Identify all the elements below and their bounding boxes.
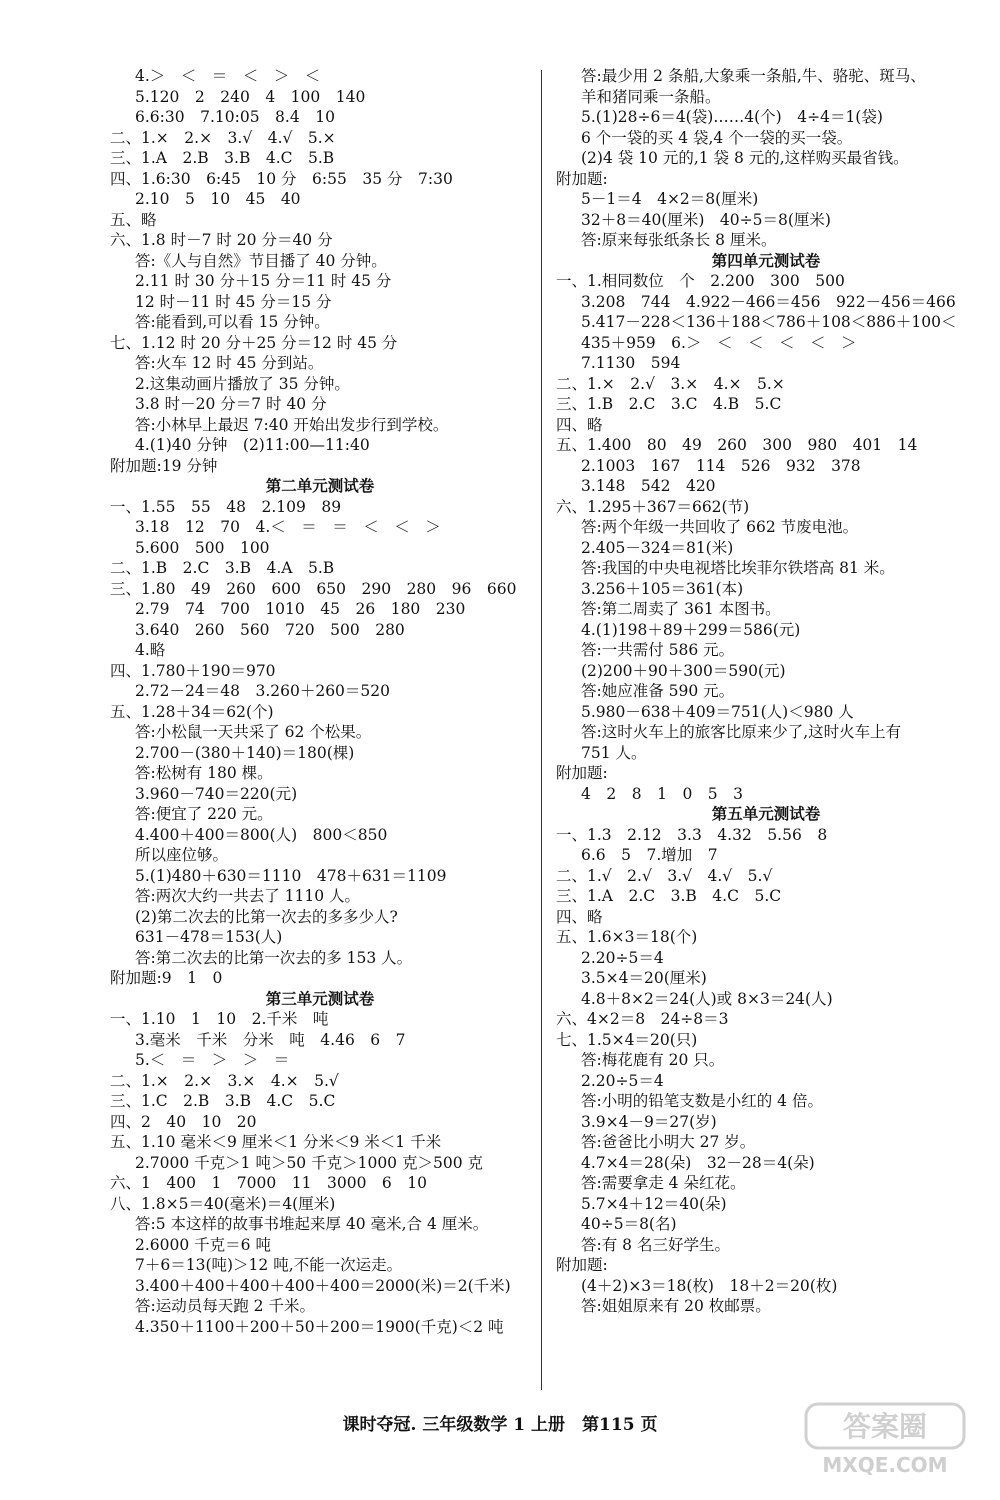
answer-line: 2.6000 千克＝6 吨 [135,1235,271,1254]
answer-line: 4.(1)198＋89＋299＝586(元) [581,620,801,639]
answer-line: 4.＞ ＜ ＝ ＜ ＞ ＜ [135,67,321,85]
answer-line: 三、1.A 2.B 3.B 4.C 5.B [110,149,335,167]
answer-line: 631－478＝153(人) [135,928,283,946]
answer-line: 答:能看到,可以看 15 分钟。 [135,313,330,331]
answer-line: 三、1.A 2.C 3.B 4.C 5.C [556,887,782,905]
answer-line: 2.1003 167 114 526 932 378 [581,456,861,475]
answer-line: 三、1.80 49 260 600 650 290 280 96 660 [110,579,517,598]
answer-line: 四、略 [556,907,603,926]
answer-line: 答:爸爸比小明大 27 岁。 [581,1133,756,1151]
answer-line: 答:松树有 180 棵。 [135,764,273,782]
page-footer: 课时夺冠. 三年级数学 1 上册 第115 页 [342,1415,658,1435]
answer-line: 4.(1)40 分钟 (2)11:00—11:40 [135,436,370,454]
answer-line: 32＋8＝40(厘米) 40÷5＝8(厘米) [581,210,831,229]
answer-line: 七、1.5×4＝20(只) [556,1030,698,1049]
answer-line: 7＋6＝13(吨)＞12 吨,不能一次运走。 [135,1256,403,1274]
answer-line: 3.400＋400＋400＋400＋400＝2000(米)＝2(千米) [135,1276,511,1295]
answer-line: 2.7000 千克＞1 吨＞50 千克＞1000 克＞500 克 [135,1153,483,1172]
answer-line: 5－1＝4 4×2＝8(厘米) [581,190,759,208]
answer-line: 答:有 8 名三好学生。 [581,1235,730,1254]
answer-line: 答:小松鼠一天共采了 62 个松果。 [135,723,372,741]
answer-line: 7.1130 594 [581,354,681,372]
answer-line: 3.9×4－9＝27(岁) [581,1112,717,1131]
answer-line: 二、1.× 2.√ 3.× 4.× 5.× [556,374,785,393]
answer-line: 二、1.B 2.C 3.B 4.A 5.B [110,559,335,577]
answer-line: 3.5×4＝20(厘米) [581,969,707,987]
answer-line: 二、1.× 2.× 3.× 4.× 5.√ [110,1071,339,1090]
answer-line: 答:便宜了 220 元。 [135,805,273,823]
watermark-logo [800,1400,970,1480]
watermark-site: MXQE.COM [822,1453,948,1477]
answer-line: 4 2 8 1 0 5 3 [581,784,744,803]
answer-line: 435＋959 6.＞ ＜ ＜ ＜ ＜ ＞ [581,333,857,352]
answer-line: 751 人。 [581,743,647,762]
answer-line: 羊和猪同乘一条船。 [581,87,721,106]
answer-line: 六、1.295＋367＝662(节) [556,497,750,516]
answer-line: 三、1.B 2.C 3.C 4.B 5.C [556,395,782,413]
section-title: 第四单元测试卷 [711,251,821,270]
answer-line: 4.7×4＝28(朵) 32－28＝4(朵) [581,1153,815,1172]
answer-line: 5.7×4＋12＝40(朵) [581,1194,727,1213]
answer-line: 四、略 [556,415,603,434]
answer-line: 6 个一袋的买 4 袋,4 个一袋的买一袋。 [581,128,853,147]
answer-line: 3.18 12 70 4.＜ ＝ ＝ ＜ ＜ ＞ [135,518,441,536]
answer-line: 2.这集动画片播放了 35 分钟。 [135,374,350,393]
answer-line: 5.980－638＋409＝751(人)＜980 人 [581,702,854,721]
answer-line: (2)200＋90＋300＝590(元) [581,661,786,680]
answer-line: 5.(1)28÷6＝4(袋)……4(个) 4÷4＝1(袋) [581,108,883,126]
answer-line: 一、1.10 1 10 2.千米 吨 [110,1010,329,1028]
answer-line: 4.略 [135,641,166,659]
answer-line: 6.6 5 7.增加 7 [581,846,718,864]
answer-line: 答:运动员每天跑 2 千米。 [135,1297,315,1315]
answer-line: 2.20÷5＝4 [581,1071,664,1090]
answer-line: 3.8 时－20 分＝7 时 40 分 [135,395,327,413]
answer-line: 六、1 400 1 7000 11 3000 6 10 [110,1174,428,1192]
answer-line: 一、1.55 55 48 2.109 89 [110,497,342,516]
answer-line: 40÷5＝8(名) [581,1215,677,1233]
answer-line: 附加题: [556,1256,608,1274]
answer-line: 答:小林早上最迟 7:40 开始出发步行到学校。 [135,415,449,434]
answer-line: 答:第二次去的比第一次去的多 153 人。 [135,948,413,967]
section-title: 第五单元测试卷 [711,805,821,823]
answer-line: 答:她应准备 590 元。 [581,682,735,700]
answer-line: (2)第二次去的比第一次去的多多少人? [135,907,398,926]
answer-line: 答:原来每张纸条长 8 厘米。 [581,231,777,249]
answer-line: 6.6:30 7.10:05 8.4 10 [135,108,335,126]
watermark-logo-text: 答案圈 [842,1410,928,1443]
answer-line: 4.400＋400＝800(人) 800＜850 [135,825,388,844]
answer-line: 六、1.8 时－7 时 20 分＝40 分 [110,231,333,249]
answer-line: 四、2 40 10 20 [110,1112,257,1131]
section-title: 第二单元测试卷 [265,477,375,495]
answer-line: 六、4×2＝8 24÷8＝3 [556,1010,729,1028]
answer-line: 答:需要拿走 4 朵红花。 [581,1174,746,1192]
answer-line: 答:这时火车上的旅客比原来少了,这时火车上有 [581,723,902,741]
answer-line: 五、1.28＋34＝62(个) [110,702,274,721]
answer-line: 3.640 260 560 720 500 280 [135,620,405,639]
answer-line: 答:小明的铅笔支数是小红的 4 倍。 [581,1092,823,1110]
answer-line: 五、1.6×3＝18(个) [556,928,698,946]
answer-line: 12 时－11 时 45 分＝15 分 [135,292,332,311]
answer-line: 答:姐姐原来有 20 枚邮票。 [581,1297,771,1315]
answer-line: 2.11 时 30 分＋15 分＝11 时 45 分 [135,272,392,290]
answer-line: 五、1.400 80 49 260 300 980 401 14 [556,436,918,454]
answer-line: 2.20÷5＝4 [581,948,664,967]
answer-line: 2.700－(380＋140)＝180(棵) [135,743,355,762]
answer-line: 5.(1)480＋630＝1110 478＋631＝1109 [135,866,447,885]
answer-line: 5.600 500 100 [135,538,270,557]
answer-line: 答:第二周卖了 361 本图书。 [581,600,781,618]
section-title: 第三单元测试卷 [265,989,375,1008]
answer-line: 2.79 74 700 1010 45 26 180 230 [135,600,466,618]
column-divider [541,70,542,1390]
answer-line: 附加题:19 分钟 [110,456,218,475]
answer-line: 一、1.3 2.12 3.3 4.32 5.56 8 [556,825,828,844]
answer-line: 4.8＋8×2＝24(人)或 8×3＝24(人) [581,989,833,1008]
answer-line: 五、略 [110,210,157,229]
answer-line: 二、1.√ 2.√ 3.√ 4.√ 5.√ [556,866,773,885]
answer-line: 3.256＋105＝361(本) [581,579,744,598]
answer-line: 答:两个年级一共回收了 662 节废电池。 [581,518,859,536]
answer-line: (2)4 袋 10 元的,1 袋 8 元的,这样购买最省钱。 [581,149,909,167]
answer-line: (4＋2)×3＝18(枚) 18＋2＝20(枚) [581,1276,838,1295]
answer-line: 答:5 本这样的故事书堆起来厚 40 毫米,合 4 厘米。 [135,1215,489,1233]
answer-line: 四、1.780＋190＝970 [110,661,276,680]
answer-line: 答:两次大约一共去了 1110 人。 [135,887,361,905]
answer-line: 四、1.6:30 6:45 10 分 6:55 35 分 7:30 [110,169,453,188]
answer-line: 3.148 542 420 [581,477,716,495]
answer-line: 2.72－24＝48 3.260＋260＝520 [135,682,391,700]
answer-line: 附加题:9 1 0 [110,969,223,987]
answer-line: 3.960－740＝220(元) [135,784,298,803]
answer-line: 答:最少用 2 条船,大象乘一条船,牛、骆驼、斑马、 [581,67,926,85]
answer-line: 答:梅花鹿有 20 只。 [581,1051,725,1069]
left-column [110,66,530,1337]
right-column [556,66,976,1317]
answer-line: 答:一共需付 586 元。 [581,641,735,659]
answer-line: 5.120 2 240 4 100 140 [135,87,366,106]
answer-line: 八、1.8×5＝40(毫米)＝4(厘米) [110,1194,336,1213]
answer-line: 2.405－324＝81(米) [581,538,734,557]
answer-line: 一、1.相同数位 个 2.200 300 500 [556,272,845,290]
answer-line: 2.10 5 10 45 40 [135,190,301,208]
answer-line: 三、1.C 2.B 3.B 4.C 5.C [110,1092,336,1110]
answer-line: 3.208 744 4.922－466＝456 922－456＝466 [581,292,956,311]
answer-line: 4.350＋1100＋200＋50＋200＝1900(千克)＜2 吨 [135,1317,504,1336]
answer-line: 附加题: [556,764,608,782]
answer-line: 附加题: [556,169,608,188]
answer-line: 3.毫米 千米 分米 吨 4.46 6 7 [135,1030,406,1049]
answer-line: 5.417－228＜136＋188＜786＋108＜886＋100＜ [581,313,957,331]
answer-line: 答:火车 12 时 45 分到站。 [135,354,324,372]
answer-line: 七、1.12 时 20 分＋25 分＝12 时 45 分 [110,333,398,352]
answer-line: 二、1.× 2.× 3.√ 4.√ 5.× [110,128,336,147]
answer-line: 答:《人与自然》节目播了 40 分钟。 [135,251,387,270]
answer-line: 五、1.10 毫米＜9 厘米＜1 分米＜9 米＜1 千米 [110,1133,442,1151]
answer-line: 答:我国的中央电视塔比埃菲尔铁塔高 81 米。 [581,559,895,577]
answer-line: 5.＜ ＝ ＞ ＞ ＝ [135,1051,290,1069]
answer-line: 所以座位够。 [135,846,229,864]
